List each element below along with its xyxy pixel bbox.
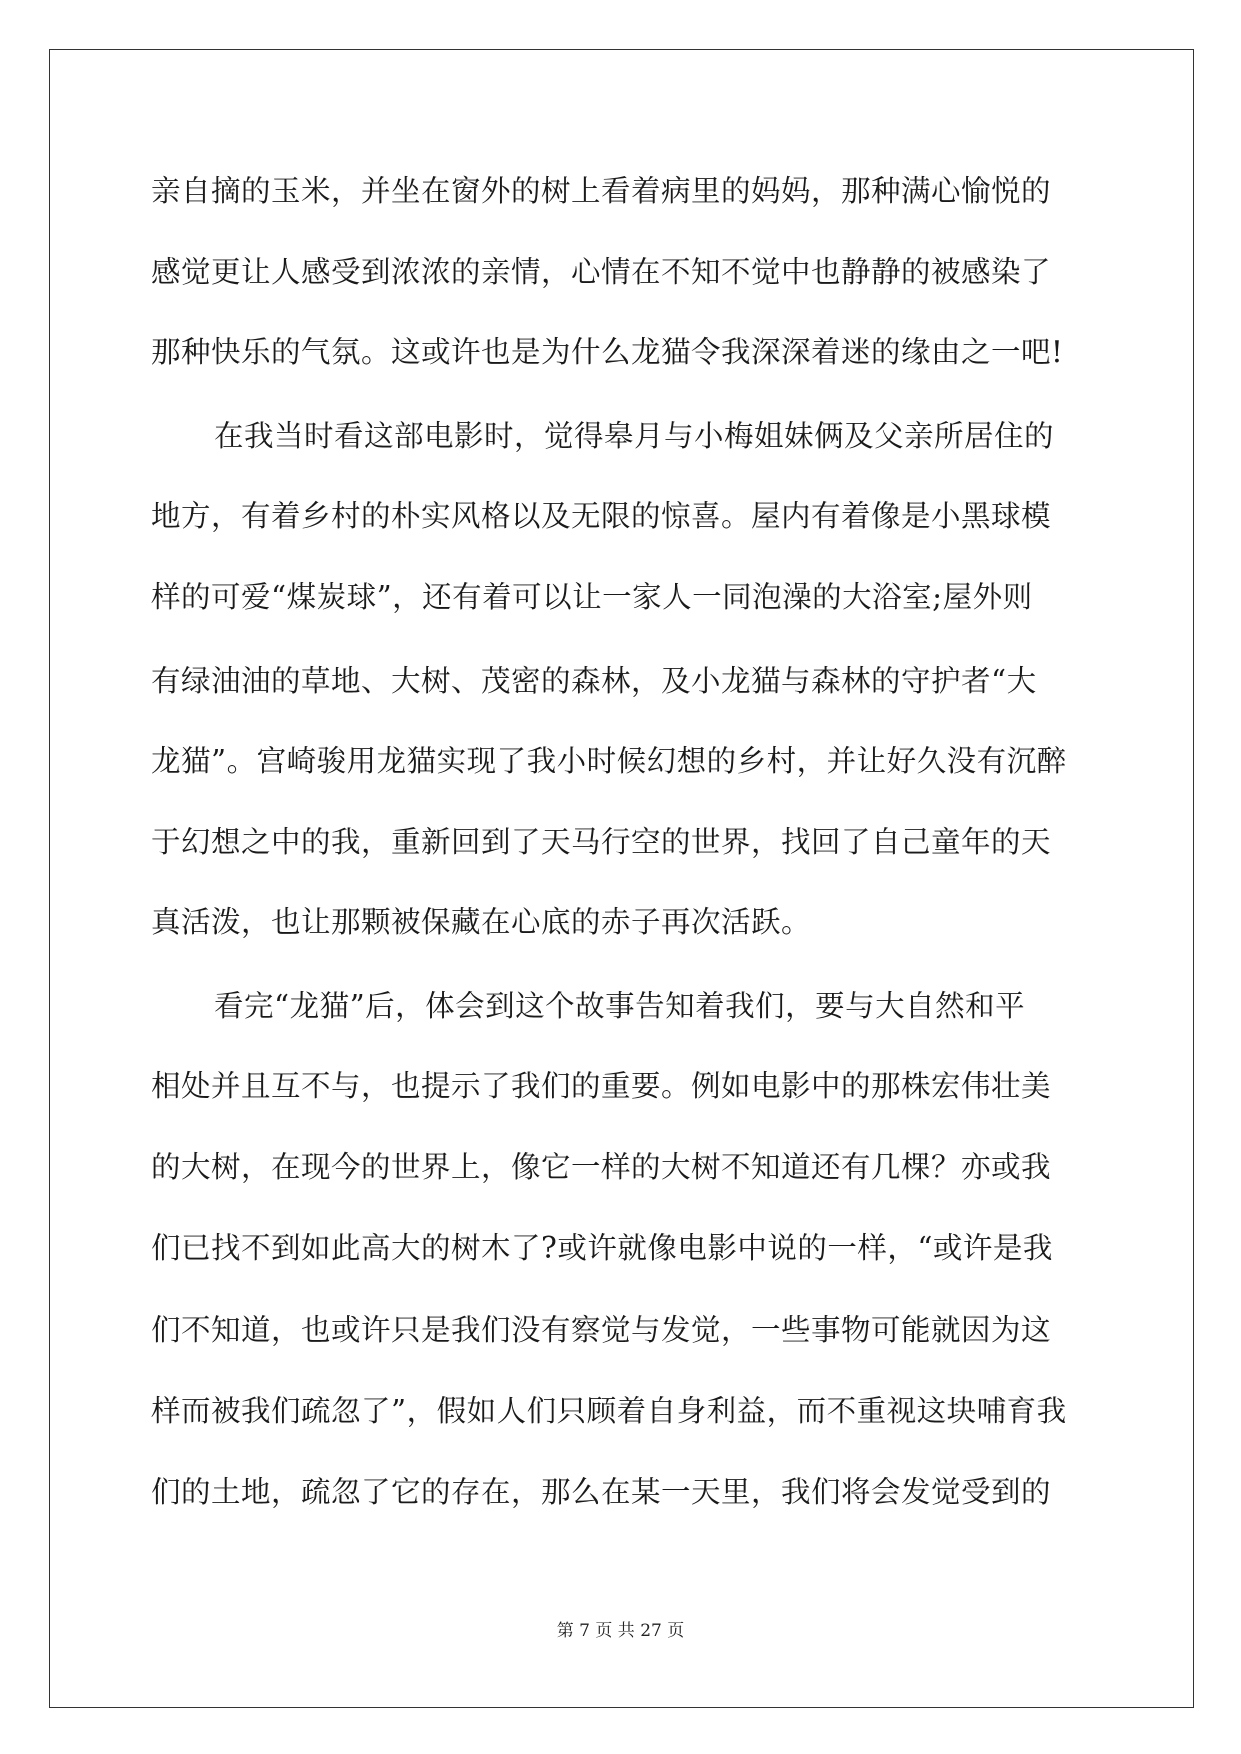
paragraph-line: 看完“龙猫”后，体会到这个故事告知着我们，要与大自然和平 bbox=[214, 989, 1026, 1023]
paragraph-line: 亲自摘的玉米，并坐在窗外的树上看着病里的妈妈，那种满心愉悦的 bbox=[151, 174, 1052, 208]
paragraph-line: 龙猫”。宫崎骏用龙猫实现了我小时候幻想的乡村，并让好久没有沉醉 bbox=[151, 744, 1067, 778]
paragraph-line: 真活泼，也让那颗被保藏在心底的赤子再次活跃。 bbox=[151, 905, 812, 939]
paragraph-line: 样而被我们疏忽了”，假如人们只顾着自身利益，而不重视这块哺育我 bbox=[151, 1394, 1067, 1428]
paragraph-line: 在我当时看这部电影时，觉得皋月与小梅姐妹俩及父亲所居住的 bbox=[214, 419, 1055, 453]
paragraph-line: 的大树，在现今的世界上，像它一样的大树不知道还有几棵？亦或我 bbox=[151, 1150, 1052, 1184]
paragraph-line: 样的可爱“煤炭球”，还有着可以让一家人一同泡澡的大浴室;屋外则 bbox=[151, 580, 1033, 614]
page-border bbox=[49, 49, 1194, 1708]
paragraph-line: 那种快乐的气氛。这或许也是为什么龙猫令我深深着迷的缘由之一吧! bbox=[151, 335, 1064, 369]
paragraph-line: 于幻想之中的我，重新回到了天马行空的世界，找回了自己童年的天 bbox=[151, 825, 1052, 859]
paragraph-line: 感觉更让人感受到浓浓的亲情，心情在不知不觉中也静静的被感染了 bbox=[151, 255, 1052, 289]
page-number: 第 7 页 共 27 页 bbox=[556, 1621, 685, 1641]
paragraph-line: 们已找不到如此高大的树木了?或许就像电影中说的一样，“或许是我 bbox=[151, 1231, 1053, 1265]
paragraph-line: 们不知道，也或许只是我们没有察觉与发觉，一些事物可能就因为这 bbox=[151, 1313, 1052, 1347]
paragraph-line: 相处并且互不与，也提示了我们的重要。例如电影中的那株宏伟壮美 bbox=[151, 1069, 1052, 1103]
paragraph-line: 有绿油油的草地、大树、茂密的森林，及小龙猫与森林的守护者“大 bbox=[151, 664, 1037, 698]
paragraph-line: 们的土地，疏忽了它的存在，那么在某一天里，我们将会发觉受到的 bbox=[151, 1475, 1052, 1509]
paragraph-line: 地方，有着乡村的朴实风格以及无限的惊喜。屋内有着像是小黑球模 bbox=[151, 499, 1052, 533]
